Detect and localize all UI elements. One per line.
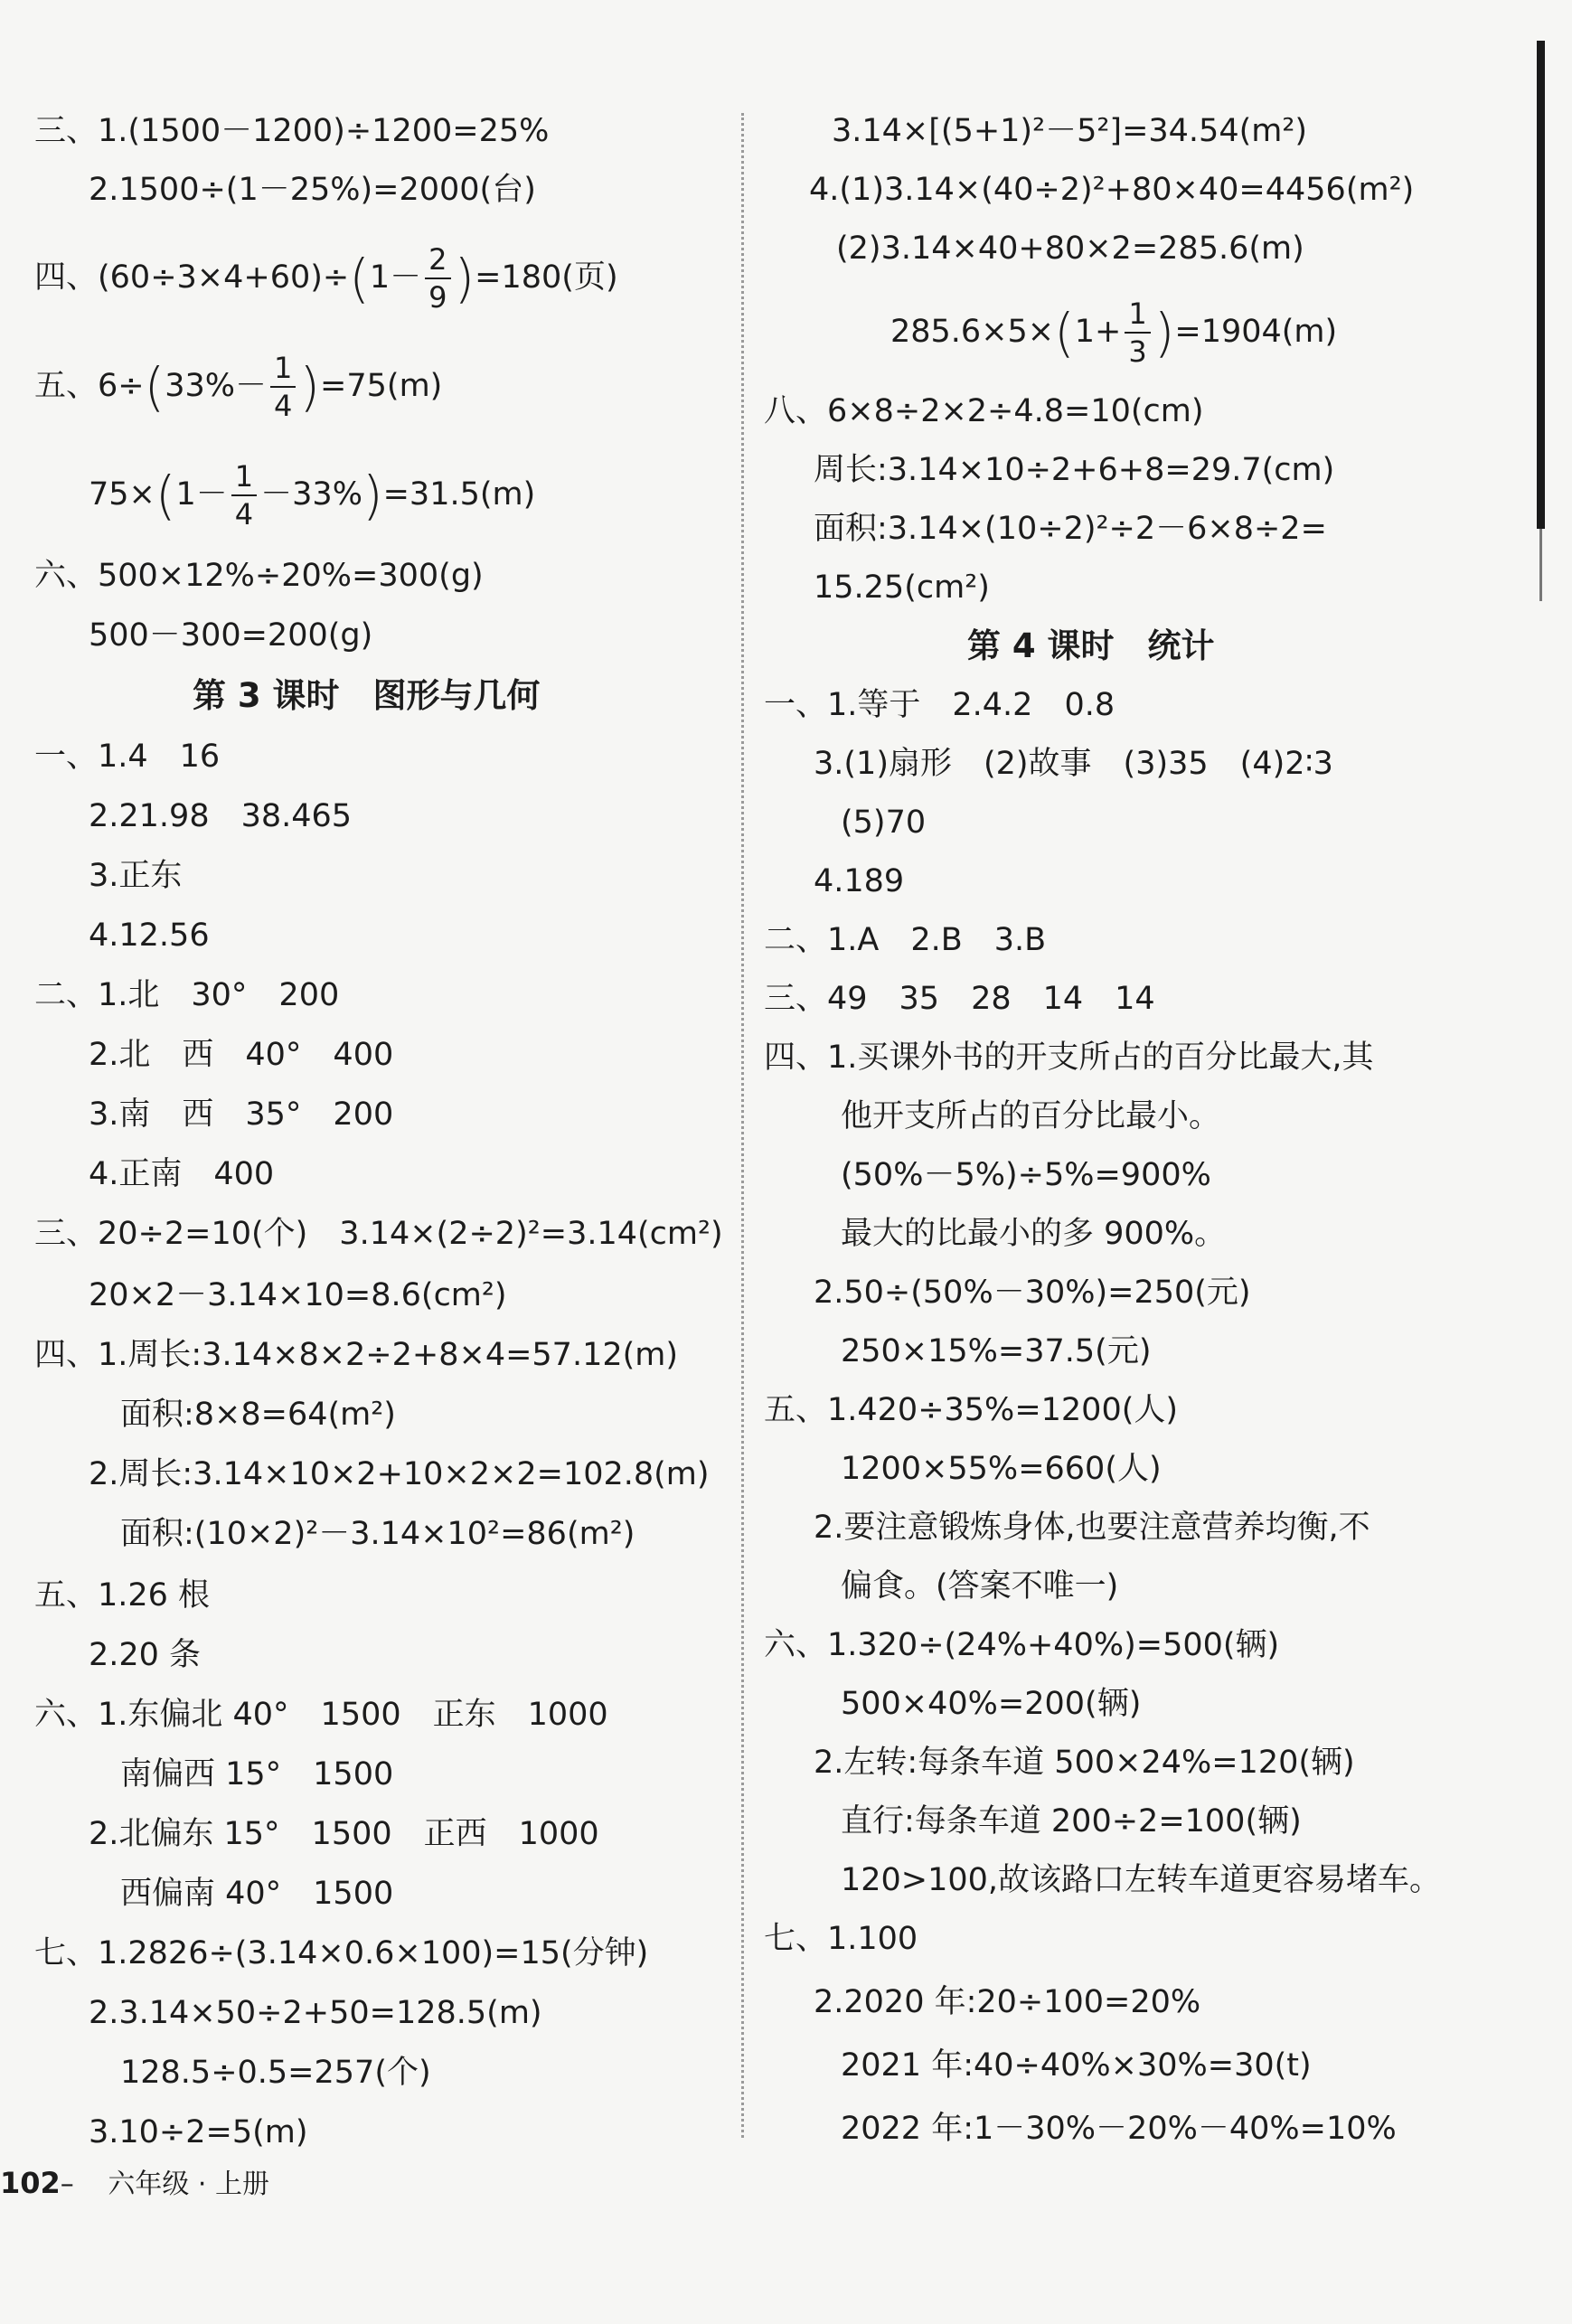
answer-line: 2.北偏东 15° 1500 正西 1000 [89, 1816, 599, 1852]
answer-line: 500－300=200(g) [89, 617, 373, 654]
answer-line-fraction: 75×(1－ $\frac{1}{4}$ －33%)=31.5(m) [89, 459, 536, 532]
fraction-numerator: 1 [270, 350, 296, 388]
fraction-numerator: 1 [231, 458, 257, 496]
section-heading: 第 4 课时 统计 [967, 626, 1215, 665]
expr-text: =1904(m) [1174, 314, 1338, 350]
paren-open: ( [155, 465, 176, 526]
expr-text: 285.6×5× [890, 314, 1055, 350]
answer-line: 偏食。(答案不唯一) [841, 1568, 1119, 1604]
answer-line: 直行:每条车道 200÷2=100(辆) [841, 1803, 1302, 1839]
answer-line: 七、1.100 [764, 1921, 918, 1957]
answer-line: 最大的比最小的多 900%。 [841, 1216, 1227, 1252]
column-divider [741, 113, 744, 2138]
answer-line: 南偏西 15° 1500 [120, 1756, 394, 1792]
answer-line: (5)70 [841, 804, 927, 841]
expr-text: =180(页) [475, 259, 618, 296]
fraction-numerator: 1 [1125, 296, 1150, 334]
paren-close: ) [454, 248, 475, 309]
page-edge-bar-lower [1539, 529, 1542, 601]
answer-line: 六、500×12%÷20%=300(g) [34, 558, 484, 594]
answer-line: 二、1.北 30° 200 [34, 977, 340, 1013]
page-edge-bar [1537, 41, 1545, 529]
answer-line: 1200×55%=660(人) [841, 1451, 1162, 1487]
expr-text: =75(m) [320, 368, 443, 404]
answer-line: 八、6×8÷2×2÷4.8=10(cm) [764, 393, 1204, 429]
answer-line: 128.5÷0.5=257(个) [120, 2055, 431, 2091]
paren-open: ( [1054, 302, 1075, 363]
answer-line: (50%－5%)÷5%=900% [841, 1157, 1211, 1193]
fraction-denominator: 3 [1128, 334, 1147, 369]
answer-line: 2.2020 年:20÷100=20% [814, 1984, 1201, 2020]
answer-line: 三、49 35 28 14 14 [764, 981, 1155, 1017]
answer-line: 周长:3.14×10÷2+6+8=29.7(cm) [814, 452, 1335, 488]
expr-text: 75× [89, 476, 155, 513]
answer-line: 二、1.A 2.B 3.B [764, 922, 1047, 958]
answer-line: 3.14×[(5+1)²－5²]=34.54(m²) [832, 113, 1308, 149]
fraction-denominator: 9 [428, 280, 447, 315]
answer-line: 120>100,故该路口左转车道更容易堵车。 [841, 1862, 1442, 1898]
fraction [270, 350, 296, 424]
fraction-denominator: 4 [274, 389, 293, 423]
answer-line: 六、1.320÷(24%+40%)=500(辆) [764, 1627, 1280, 1663]
answer-line: 3.南 西 35° 200 [89, 1096, 394, 1133]
answer-line: 西偏南 40° 1500 [120, 1876, 394, 1912]
page-footer [0, 2165, 269, 2203]
answer-line: 他开支所占的百分比最小。 [841, 1098, 1221, 1134]
page-number-dash: – [60, 2169, 74, 2200]
answer-line-fraction: 五、6÷(33%－ $\frac{1}{4}$ )=75(m) [34, 351, 443, 423]
answer-line: 2.1500÷(1－25%)=2000(台) [89, 172, 536, 208]
answer-line: 4.正南 400 [89, 1156, 275, 1192]
answer-line: 2.20 条 [89, 1637, 202, 1673]
answer-line: 250×15%=37.5(元) [841, 1333, 1152, 1369]
answer-line: 2.50÷(50%－30%)=250(元) [814, 1275, 1251, 1311]
answer-line: 四、1.买课外书的开支所占的百分比最大,其 [764, 1040, 1374, 1076]
answer-line: 三、1.(1500－1200)÷1200=25% [34, 113, 550, 149]
paren-close: ) [362, 465, 383, 526]
answer-line: 七、1.2826÷(3.14×0.6×100)=15(分钟) [34, 1935, 649, 1971]
answer-line: 六、1.东偏北 40° 1500 正东 1000 [34, 1697, 608, 1733]
expr-text: 四、(60÷3×4+60)÷ [34, 259, 350, 296]
answer-line: 五、1.26 根 [34, 1577, 211, 1614]
answer-line: 2022 年:1－30%－20%－40%=10% [841, 2111, 1397, 2147]
answer-line: 3.(1)扇形 (2)故事 (3)35 (4)2∶3 [814, 746, 1333, 782]
paren-open: ( [144, 356, 165, 418]
answer-line: 2021 年:40÷40%×30%=30(t) [841, 2047, 1312, 2084]
fraction-denominator: 4 [234, 497, 254, 532]
answer-line: 500×40%=200(辆) [841, 1686, 1142, 1722]
grade-label: 六年级 · 上册 [108, 2169, 269, 2200]
fraction-numerator: 2 [425, 241, 450, 279]
fraction [231, 458, 257, 532]
answer-line: (2)3.14×40+80×2=285.6(m) [836, 231, 1304, 267]
answer-line: 面积:(10×2)²－3.14×10²=86(m²) [120, 1516, 635, 1552]
paren-close: ) [299, 356, 321, 418]
fraction [1125, 296, 1150, 370]
answer-line: 五、1.420÷35%=1200(人) [764, 1392, 1179, 1428]
answer-line-fraction: 四、(60÷3×4+60)÷(1－ $\frac{2}{9}$ )=180(页) [34, 242, 618, 315]
answer-line: 面积:3.14×(10÷2)²÷2－6×8÷2= [814, 511, 1327, 547]
answer-line: 2.要注意锻炼身体,也要注意营养均衡,不 [814, 1510, 1370, 1546]
answer-line: 2.3.14×50÷2+50=128.5(m) [89, 1995, 542, 2031]
answer-line: 4.(1)3.14×(40÷2)²+80×40=4456(m²) [809, 172, 1415, 208]
section-heading: 第 3 课时 图形与几何 [193, 676, 541, 715]
answer-line: 一、1.4 16 [34, 739, 221, 775]
answer-line-fraction: 285.6×5×(1+ $\frac{1}{3}$ )=1904(m) [890, 296, 1338, 369]
answer-line: 四、1.周长:3.14×8×2÷2+8×4=57.12(m) [34, 1337, 679, 1373]
expr-text: 五、6÷ [34, 368, 145, 404]
answer-line: 一、1.等于 2.4.2 0.8 [764, 687, 1115, 723]
answer-line: 2.北 西 40° 400 [89, 1037, 394, 1073]
expr-text: =31.5(m) [382, 476, 536, 513]
answer-line: 2.21.98 38.465 [89, 798, 353, 834]
answer-line: 面积:8×8=64(m²) [120, 1397, 396, 1433]
page-number: 102 [0, 2166, 61, 2200]
answer-line: 3.正东 [89, 858, 183, 894]
answer-line: 2.左转:每条车道 500×24%=120(辆) [814, 1745, 1355, 1781]
answer-line: 4.189 [814, 863, 905, 899]
answer-line: 15.25(cm²) [814, 569, 990, 606]
paren-open: ( [349, 248, 370, 309]
answer-line: 2.周长:3.14×10×2+10×2×2=102.8(m) [89, 1456, 710, 1492]
answer-line: 4.12.56 [89, 917, 210, 954]
paren-close: ) [1153, 302, 1175, 363]
fraction [425, 241, 450, 315]
answer-line: 3.10÷2=5(m) [89, 2114, 308, 2150]
answer-line: 三、20÷2=10(个) 3.14×(2÷2)²=3.14(cm²) [34, 1216, 723, 1252]
answer-line: 20×2－3.14×10=8.6(cm²) [89, 1277, 507, 1313]
